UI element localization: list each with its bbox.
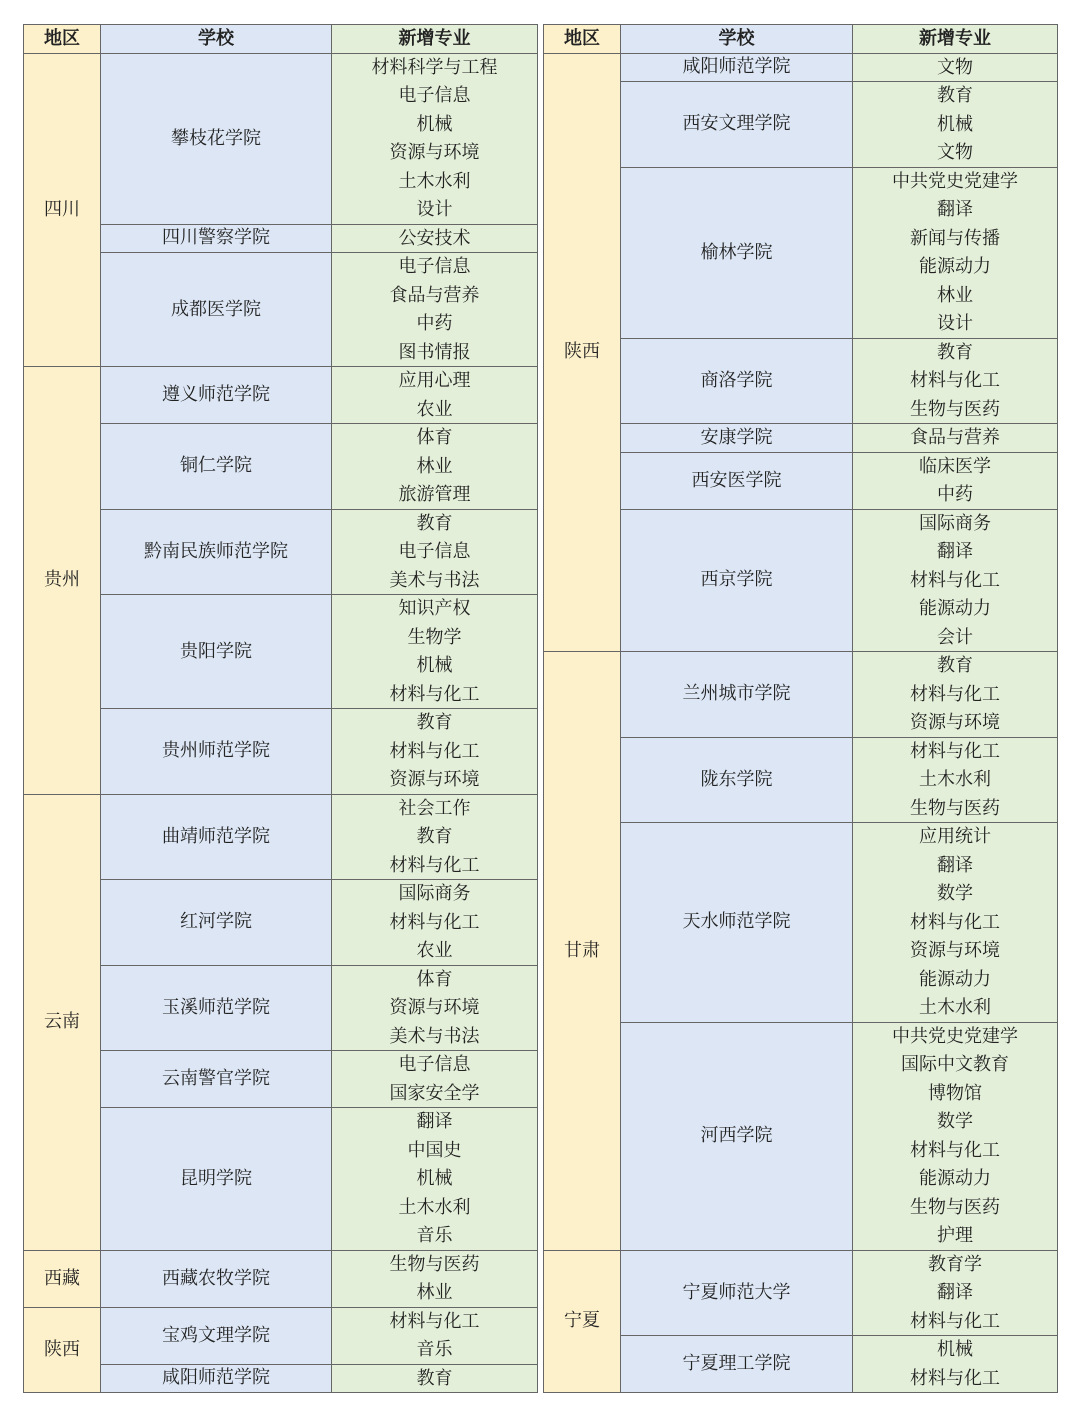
region-cell: 贵州 — [24, 367, 101, 795]
region-cell: 陕西 — [544, 54, 621, 653]
header-major: 新增专业 — [853, 25, 1058, 54]
major-item: 电子信息 — [398, 85, 471, 106]
major-item: 国家安全学 — [389, 1082, 480, 1104]
major-item: 农业 — [416, 398, 453, 420]
major-item: 中国史 — [407, 1139, 462, 1161]
school-cell: 云南警官学院 — [101, 1051, 332, 1108]
major-item: 会计 — [937, 626, 973, 648]
major-item: 机械 — [416, 113, 453, 135]
majors-cell — [853, 652, 1058, 738]
major-item: 临床医学 — [919, 455, 991, 477]
major-item: 材料与化工 — [910, 911, 1000, 933]
majors-cell — [853, 738, 1058, 824]
major-item: 材料与化工 — [910, 370, 1000, 391]
majors-cell — [332, 367, 538, 424]
school-cell: 成都医学院 — [101, 253, 332, 367]
major-item: 数学 — [937, 1111, 973, 1132]
majors-cell — [332, 880, 538, 966]
major-item: 护理 — [937, 1225, 973, 1246]
major-item: 材料与化工 — [910, 740, 1000, 762]
major-item: 材料与化工 — [389, 911, 480, 933]
majors-cell — [853, 1251, 1058, 1337]
school-cell: 咸阳师范学院 — [101, 1365, 332, 1394]
school-cell: 四川警察学院 — [101, 225, 332, 254]
major-item: 土木水利 — [919, 997, 991, 1018]
major-item: 材料科学与工程 — [371, 56, 498, 78]
major-item: 土木水利 — [398, 170, 471, 192]
major-item: 翻译 — [937, 199, 973, 220]
header-region: 地区 — [544, 25, 621, 54]
major-item: 生物与医药 — [910, 797, 1000, 819]
major-item: 中药 — [416, 313, 453, 334]
major-item: 翻译 — [416, 1111, 453, 1132]
major-item: 林业 — [416, 455, 453, 477]
major-item: 材料与化工 — [910, 1310, 1000, 1332]
major-item: 材料与化工 — [910, 1367, 1000, 1389]
major-item: 生物与医药 — [910, 1196, 1000, 1218]
major-item: 教育 — [937, 85, 973, 106]
school-cell: 商洛学院 — [621, 339, 853, 425]
school-cell: 咸阳师范学院 — [621, 54, 853, 83]
major-item: 材料与化工 — [389, 854, 480, 876]
region-cell: 西藏 — [24, 1251, 101, 1308]
major-item: 翻译 — [937, 1282, 973, 1303]
major-item: 音乐 — [416, 1225, 453, 1246]
major-item: 生物学 — [407, 626, 462, 648]
majors-cell — [853, 1023, 1058, 1251]
major-item: 国际中文教育 — [901, 1054, 1009, 1075]
major-item: 能源动力 — [919, 968, 991, 990]
major-item: 美术与书法 — [389, 1025, 480, 1047]
majors-cell — [853, 510, 1058, 653]
major-item: 国际商务 — [398, 883, 471, 904]
major-item: 教育 — [937, 341, 973, 363]
school-cell: 贵阳学院 — [101, 595, 332, 709]
majors-cell — [853, 823, 1058, 1023]
major-item: 机械 — [416, 655, 453, 676]
majors-cell — [332, 1308, 538, 1365]
major-item: 中药 — [937, 484, 973, 505]
majors-cell — [853, 339, 1058, 425]
major-item: 资源与环境 — [389, 997, 480, 1018]
majors-cell — [853, 54, 1058, 83]
major-item: 应用心理 — [398, 370, 471, 391]
major-item: 知识产权 — [398, 598, 471, 619]
major-item: 材料与化工 — [389, 683, 480, 705]
major-item: 新闻与传播 — [910, 227, 1000, 249]
major-item: 能源动力 — [919, 598, 991, 619]
school-cell: 曲靖师范学院 — [101, 795, 332, 881]
major-item: 博物馆 — [928, 1082, 982, 1104]
header-school: 学校 — [101, 25, 332, 54]
major-item: 林业 — [416, 1282, 453, 1303]
major-item: 生物与医药 — [910, 398, 1000, 420]
major-item: 资源与环境 — [389, 142, 480, 163]
major-item: 土木水利 — [398, 1196, 471, 1218]
majors-cell — [332, 1365, 538, 1394]
major-item: 资源与环境 — [389, 769, 480, 790]
right-table — [543, 24, 1058, 1393]
major-item: 电子信息 — [398, 256, 471, 277]
major-item: 资源与环境 — [910, 940, 1000, 961]
major-item: 机械 — [937, 1339, 973, 1360]
majors-cell — [332, 595, 538, 709]
major-item: 国际商务 — [919, 512, 991, 534]
major-item: 音乐 — [416, 1339, 453, 1360]
school-cell: 榆林学院 — [621, 168, 853, 339]
school-cell: 红河学院 — [101, 880, 332, 966]
major-item: 材料与化工 — [389, 1310, 480, 1332]
majors-cell — [853, 168, 1058, 339]
school-cell: 宁夏理工学院 — [621, 1336, 853, 1393]
school-cell: 西藏农牧学院 — [101, 1251, 332, 1308]
major-item: 电子信息 — [398, 1054, 471, 1075]
major-item: 文物 — [937, 56, 973, 78]
major-item: 材料与化工 — [910, 569, 1000, 591]
majors-cell — [853, 82, 1058, 168]
major-item: 食品与营养 — [910, 427, 1000, 448]
majors-cell — [332, 1251, 538, 1308]
majors-cell — [332, 1051, 538, 1108]
majors-cell — [332, 795, 538, 881]
major-item: 中共党史党建学 — [892, 170, 1018, 192]
school-cell: 玉溪师范学院 — [101, 966, 332, 1052]
major-item: 应用统计 — [919, 826, 991, 847]
majors-cell — [332, 54, 538, 225]
majors-cell — [332, 424, 538, 510]
majors-cell — [332, 510, 538, 596]
major-item: 翻译 — [937, 541, 973, 562]
major-item: 生物与医药 — [389, 1253, 480, 1275]
major-item: 材料与化工 — [910, 683, 1000, 705]
school-cell: 西安医学院 — [621, 453, 853, 510]
header-major: 新增专业 — [332, 25, 538, 54]
school-cell: 西京学院 — [621, 510, 853, 653]
major-item: 机械 — [937, 113, 973, 135]
major-item: 中共党史党建学 — [892, 1025, 1018, 1047]
majors-cell — [332, 225, 538, 254]
major-item: 教育 — [416, 826, 453, 847]
major-item: 公安技术 — [398, 227, 471, 249]
school-cell: 昆明学院 — [101, 1108, 332, 1251]
major-item: 图书情报 — [398, 341, 471, 363]
majors-cell — [332, 253, 538, 367]
major-item: 设计 — [937, 313, 973, 334]
major-item: 体育 — [416, 968, 453, 990]
school-cell: 河西学院 — [621, 1023, 853, 1251]
major-item: 食品与营养 — [389, 284, 480, 306]
major-item: 林业 — [937, 284, 973, 306]
major-item: 资源与环境 — [910, 712, 1000, 733]
major-item: 美术与书法 — [389, 569, 480, 591]
major-item: 教育 — [416, 512, 453, 534]
major-item: 教育 — [416, 712, 453, 733]
major-item: 土木水利 — [919, 769, 991, 790]
major-item: 教育 — [416, 1367, 453, 1389]
majors-cell — [332, 1108, 538, 1251]
majors-cell — [853, 1336, 1058, 1393]
major-item: 翻译 — [937, 854, 973, 876]
header-school: 学校 — [621, 25, 853, 54]
school-cell: 兰州城市学院 — [621, 652, 853, 738]
left-table — [23, 24, 538, 1393]
school-cell: 黔南民族师范学院 — [101, 510, 332, 596]
region-cell: 甘肃 — [544, 652, 621, 1251]
major-item: 电子信息 — [398, 541, 471, 562]
school-cell: 安康学院 — [621, 424, 853, 453]
major-item: 能源动力 — [919, 256, 991, 277]
region-cell: 陕西 — [24, 1308, 101, 1394]
major-item: 社会工作 — [398, 797, 471, 819]
school-cell: 遵义师范学院 — [101, 367, 332, 424]
school-cell: 铜仁学院 — [101, 424, 332, 510]
major-item: 农业 — [416, 940, 453, 961]
major-item: 数学 — [937, 883, 973, 904]
major-item: 文物 — [937, 142, 973, 163]
major-item: 能源动力 — [919, 1168, 991, 1189]
school-cell: 宁夏师范大学 — [621, 1251, 853, 1337]
majors-cell — [332, 966, 538, 1052]
major-item: 材料与化工 — [389, 740, 480, 762]
major-item: 体育 — [416, 427, 453, 448]
majors-cell — [853, 424, 1058, 453]
school-cell: 宝鸡文理学院 — [101, 1308, 332, 1365]
major-item: 教育学 — [928, 1253, 982, 1275]
major-item: 教育 — [937, 655, 973, 676]
school-cell: 天水师范学院 — [621, 823, 853, 1023]
region-cell: 四川 — [24, 54, 101, 368]
majors-cell — [332, 709, 538, 795]
header-region: 地区 — [24, 25, 101, 54]
major-item: 旅游管理 — [398, 484, 471, 505]
major-item: 材料与化工 — [910, 1139, 1000, 1161]
school-cell: 攀枝花学院 — [101, 54, 332, 225]
school-cell: 西安文理学院 — [621, 82, 853, 168]
school-cell: 贵州师范学院 — [101, 709, 332, 795]
region-cell: 云南 — [24, 795, 101, 1251]
majors-cell — [853, 453, 1058, 510]
major-item: 机械 — [416, 1168, 453, 1189]
major-item: 设计 — [416, 199, 453, 220]
region-cell: 宁夏 — [544, 1251, 621, 1394]
school-cell: 陇东学院 — [621, 738, 853, 824]
